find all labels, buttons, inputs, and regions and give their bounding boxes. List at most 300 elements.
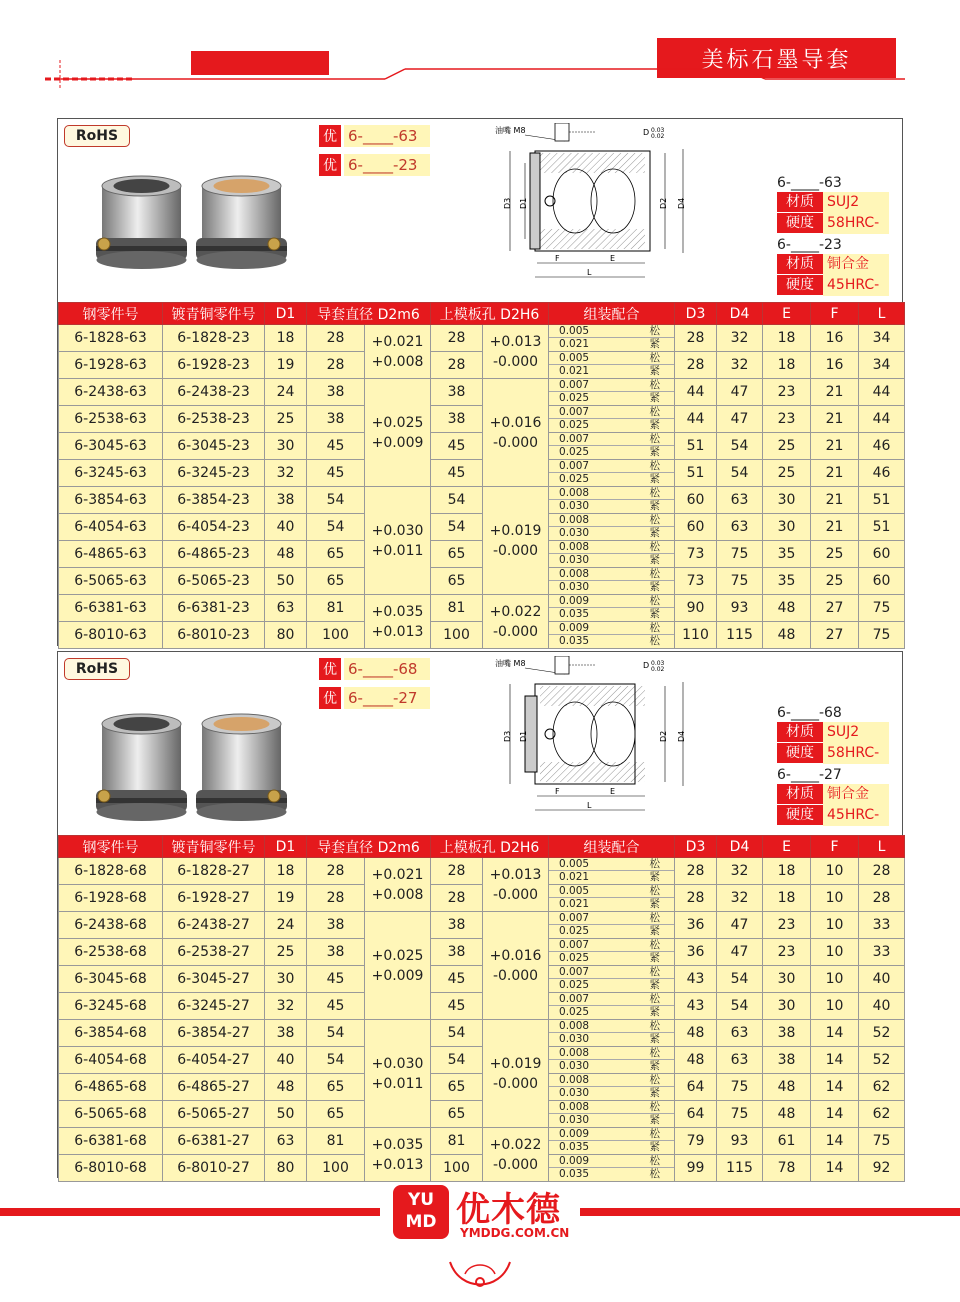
preferred-tag <box>319 658 430 680</box>
d3-value: 110 <box>675 622 717 649</box>
d2-value: 65 <box>307 541 365 568</box>
d3-value: 28 <box>675 885 717 912</box>
column-header: D4 <box>717 303 763 325</box>
fit-label: 松 <box>649 568 661 580</box>
table-row <box>59 1101 905 1128</box>
fit-label: 松 <box>649 1168 661 1180</box>
column-header: 镀青铜零件号 <box>163 836 265 858</box>
table-row <box>59 1020 905 1047</box>
e-value: 61 <box>763 1128 811 1155</box>
spec-row <box>777 743 889 764</box>
l-value: 46 <box>859 433 905 460</box>
assembly-fit <box>549 1128 675 1155</box>
hole-value: 45 <box>431 966 483 993</box>
preferred-icon: 优 <box>319 125 341 147</box>
fit-label: 紧 <box>649 1006 661 1018</box>
fit-value: 0.035 <box>559 635 590 647</box>
e-value: 23 <box>763 912 811 939</box>
assembly-fit <box>549 1101 675 1128</box>
assembly-fit <box>549 912 675 939</box>
rohs-badge: RoHS <box>64 125 130 147</box>
d2-value: 54 <box>307 487 365 514</box>
technical-drawing <box>495 656 705 820</box>
hardness-value: 45HRC- <box>823 805 889 826</box>
table-row <box>59 1047 905 1074</box>
l-value: 40 <box>859 966 905 993</box>
column-header: D1 <box>265 836 307 858</box>
column-header: L <box>859 303 905 325</box>
l-value: 34 <box>859 325 905 352</box>
d2-value: 100 <box>307 622 365 649</box>
d4-value: 47 <box>717 912 763 939</box>
d3-value: 48 <box>675 1020 717 1047</box>
svg-text:D4: D4 <box>677 197 686 209</box>
d1-value: 30 <box>265 966 307 993</box>
d1-value: 40 <box>265 514 307 541</box>
l-value: 75 <box>859 1128 905 1155</box>
d3-value: 64 <box>675 1101 717 1128</box>
table-row <box>59 379 905 406</box>
fit-value: 0.008 <box>559 514 590 526</box>
l-value: 92 <box>859 1155 905 1182</box>
d3-value: 28 <box>675 858 717 885</box>
f-value: 21 <box>811 514 859 541</box>
material-label: 材质 <box>777 254 823 275</box>
f-value: 25 <box>811 568 859 595</box>
hole-value: 38 <box>431 912 483 939</box>
table-row <box>59 858 905 885</box>
e-value: 78 <box>763 1155 811 1182</box>
fit-value: 0.007 <box>559 993 590 1005</box>
fit-label: 松 <box>649 406 661 418</box>
d3-value: 79 <box>675 1128 717 1155</box>
bronze-bushing-photo <box>194 712 289 831</box>
e-value: 23 <box>763 379 811 406</box>
d2-value: 45 <box>307 993 365 1020</box>
material-label: 材质 <box>777 722 823 743</box>
d2-value: 54 <box>307 1047 365 1074</box>
assembly-fit <box>549 622 675 649</box>
l-value: 34 <box>859 352 905 379</box>
svg-text:L: L <box>587 801 592 810</box>
fit-label: 松 <box>649 1020 661 1032</box>
fit-value: 0.005 <box>559 885 590 897</box>
fit-value: 0.035 <box>559 1168 590 1180</box>
l-value: 33 <box>859 912 905 939</box>
fit-value: 0.009 <box>559 1155 590 1167</box>
brand-logo: YU MD <box>393 1185 449 1239</box>
column-header: 组装配合 <box>549 836 675 858</box>
e-value: 30 <box>763 487 811 514</box>
column-header: 镀青铜零件号 <box>163 303 265 325</box>
table-row <box>59 568 905 595</box>
f-value: 10 <box>811 939 859 966</box>
svg-text:L: L <box>587 268 592 277</box>
fit-value: 0.025 <box>559 392 590 404</box>
d2m6-tolerance: +0.021 +0.008 <box>365 858 431 912</box>
d4-value: 32 <box>717 352 763 379</box>
bronze-part-number: 6-5065-23 <box>163 568 265 595</box>
d4-value: 32 <box>717 325 763 352</box>
svg-text:D: D <box>643 128 650 137</box>
fit-label: 松 <box>649 541 661 553</box>
f-value: 14 <box>811 1155 859 1182</box>
fit-label: 紧 <box>649 365 661 377</box>
svg-text:油嘴 M8: 油嘴 M8 <box>495 659 526 668</box>
e-value: 23 <box>763 406 811 433</box>
hardness-label: 硬度 <box>777 275 823 296</box>
assembly-fit <box>549 541 675 568</box>
hole-value: 28 <box>431 858 483 885</box>
page-title: 美标石墨导套 <box>657 38 896 78</box>
fit-value: 0.007 <box>559 433 590 445</box>
d3-value: 36 <box>675 912 717 939</box>
assembly-fit <box>549 460 675 487</box>
bronze-part-number: 6-4054-23 <box>163 514 265 541</box>
column-header: 钢零件号 <box>59 303 163 325</box>
bronze-part-number: 6-8010-23 <box>163 622 265 649</box>
bronze-part-number: 6-3045-23 <box>163 433 265 460</box>
part-code: 6-____-23 <box>344 154 430 176</box>
f-value: 14 <box>811 1128 859 1155</box>
assembly-fit <box>549 1047 675 1074</box>
product-section-63 <box>57 118 903 646</box>
d2m6-tolerance: +0.035 +0.013 <box>365 595 431 649</box>
material-spec <box>777 766 889 826</box>
brand-url: YMDDG.COM.CN <box>460 1226 570 1240</box>
ornament-icon <box>440 1252 520 1292</box>
d2-value: 81 <box>307 1128 365 1155</box>
hole-value: 65 <box>431 568 483 595</box>
d1-value: 19 <box>265 352 307 379</box>
bronze-part-number: 6-5065-27 <box>163 1101 265 1128</box>
d1-value: 18 <box>265 325 307 352</box>
f-value: 25 <box>811 541 859 568</box>
e-value: 48 <box>763 1074 811 1101</box>
svg-text:D4: D4 <box>677 730 686 742</box>
material-value: SUJ2 <box>823 722 889 743</box>
fit-value: 0.007 <box>559 379 590 391</box>
d2h6-tolerance: +0.019 -0.000 <box>483 487 549 595</box>
f-value: 14 <box>811 1047 859 1074</box>
column-header: 导套直径 D2m6 <box>307 303 431 325</box>
material-value: 铜合金 <box>823 784 889 805</box>
product-section-68 <box>57 651 903 1178</box>
e-value: 30 <box>763 993 811 1020</box>
assembly-fit <box>549 858 675 885</box>
steel-part-number: 6-4054-63 <box>59 514 163 541</box>
f-value: 10 <box>811 858 859 885</box>
svg-text:E: E <box>610 787 616 796</box>
assembly-fit <box>549 1020 675 1047</box>
e-value: 30 <box>763 966 811 993</box>
assembly-fit <box>549 595 675 622</box>
fit-label: 紧 <box>649 1033 661 1045</box>
d2h6-tolerance: +0.013 -0.000 <box>483 325 549 379</box>
bronze-part-number: 6-3245-23 <box>163 460 265 487</box>
d3-value: 64 <box>675 1074 717 1101</box>
d1-value: 18 <box>265 858 307 885</box>
l-value: 60 <box>859 568 905 595</box>
d4-value: 54 <box>717 433 763 460</box>
e-value: 48 <box>763 1101 811 1128</box>
d1-value: 63 <box>265 1128 307 1155</box>
f-value: 14 <box>811 1074 859 1101</box>
d2h6-tolerance: +0.016 -0.000 <box>483 379 549 487</box>
d2m6-tolerance: +0.025 +0.009 <box>365 379 431 487</box>
svg-text:D1: D1 <box>519 730 528 742</box>
fit-label: 紧 <box>649 1087 661 1099</box>
hole-value: 54 <box>431 1020 483 1047</box>
d2-value: 28 <box>307 325 365 352</box>
d2m6-tolerance: +0.030 +0.011 <box>365 1020 431 1128</box>
d2m6-tolerance: +0.035 +0.013 <box>365 1128 431 1182</box>
fit-label: 松 <box>649 379 661 391</box>
hole-value: 54 <box>431 1047 483 1074</box>
table-row <box>59 595 905 622</box>
l-value: 28 <box>859 858 905 885</box>
table-row <box>59 622 905 649</box>
svg-text:F: F <box>555 254 560 263</box>
steel-part-number: 6-1928-68 <box>59 885 163 912</box>
fit-value: 0.008 <box>559 1074 590 1086</box>
f-value: 14 <box>811 1101 859 1128</box>
e-value: 30 <box>763 514 811 541</box>
fit-value: 0.021 <box>559 365 590 377</box>
steel-part-number: 6-2538-68 <box>59 939 163 966</box>
assembly-fit <box>549 1155 675 1182</box>
d3-value: 44 <box>675 406 717 433</box>
spec-code: 6-____-27 <box>777 767 842 783</box>
d3-value: 43 <box>675 966 717 993</box>
l-value: 52 <box>859 1047 905 1074</box>
steel-part-number: 6-3245-63 <box>59 460 163 487</box>
fit-label: 松 <box>649 1101 661 1113</box>
assembly-fit <box>549 487 675 514</box>
d2h6-tolerance: +0.022 -0.000 <box>483 1128 549 1182</box>
d2-value: 65 <box>307 1101 365 1128</box>
assembly-fit <box>549 325 675 352</box>
d2-value: 65 <box>307 1074 365 1101</box>
d2-value: 65 <box>307 568 365 595</box>
svg-text:D2: D2 <box>659 197 668 209</box>
assembly-fit <box>549 433 675 460</box>
fit-value: 0.030 <box>559 581 590 593</box>
d2-value: 81 <box>307 595 365 622</box>
d3-value: 48 <box>675 1047 717 1074</box>
bronze-part-number: 6-4054-27 <box>163 1047 265 1074</box>
svg-text:0.02: 0.02 <box>651 666 665 673</box>
fit-label: 松 <box>649 885 661 897</box>
e-value: 35 <box>763 568 811 595</box>
bronze-part-number: 6-3854-23 <box>163 487 265 514</box>
column-header: 导套直径 D2m6 <box>307 836 431 858</box>
steel-part-number: 6-4865-63 <box>59 541 163 568</box>
table-row <box>59 460 905 487</box>
steel-part-number: 6-6381-63 <box>59 595 163 622</box>
bronze-bushing-photo <box>194 174 289 293</box>
d4-value: 75 <box>717 1101 763 1128</box>
fit-value: 0.009 <box>559 622 590 634</box>
steel-part-number: 6-5065-63 <box>59 568 163 595</box>
e-value: 38 <box>763 1020 811 1047</box>
d1-value: 40 <box>265 1047 307 1074</box>
hardness-value: 45HRC- <box>823 275 889 296</box>
fit-value: 0.008 <box>559 1047 590 1059</box>
svg-text:油嘴 M8: 油嘴 M8 <box>495 126 526 135</box>
fit-label: 松 <box>649 966 661 978</box>
material-label: 材质 <box>777 784 823 805</box>
bronze-part-number: 6-1928-27 <box>163 885 265 912</box>
e-value: 35 <box>763 541 811 568</box>
d4-value: 47 <box>717 379 763 406</box>
bronze-part-number: 6-1928-23 <box>163 352 265 379</box>
preferred-icon: 优 <box>319 658 341 680</box>
spec-row <box>777 784 889 805</box>
fit-label: 紧 <box>649 446 661 458</box>
fit-value: 0.025 <box>559 925 590 937</box>
fit-value: 0.007 <box>559 912 590 924</box>
steel-part-number: 6-1828-63 <box>59 325 163 352</box>
hardness-value: 58HRC- <box>823 743 889 764</box>
part-code: 6-____-68 <box>344 658 430 680</box>
rohs-badge: RoHS <box>64 658 130 680</box>
svg-text:0.03: 0.03 <box>651 127 665 134</box>
svg-text:D: D <box>643 661 650 670</box>
fit-label: 松 <box>649 622 661 634</box>
fit-label: 紧 <box>649 554 661 566</box>
column-header: D3 <box>675 836 717 858</box>
fit-value: 0.030 <box>559 1060 590 1072</box>
d2m6-tolerance: +0.030 +0.011 <box>365 487 431 595</box>
d2h6-tolerance: +0.013 -0.000 <box>483 858 549 912</box>
material-value: SUJ2 <box>823 192 889 213</box>
bronze-part-number: 6-2538-27 <box>163 939 265 966</box>
fit-value: 0.008 <box>559 487 590 499</box>
d2-value: 28 <box>307 352 365 379</box>
steel-part-number: 6-2438-68 <box>59 912 163 939</box>
table-row <box>59 352 905 379</box>
e-value: 18 <box>763 858 811 885</box>
assembly-fit <box>549 406 675 433</box>
l-value: 33 <box>859 939 905 966</box>
hole-value: 38 <box>431 939 483 966</box>
d1-value: 50 <box>265 568 307 595</box>
steel-part-number: 6-3045-63 <box>59 433 163 460</box>
hardness-value: 58HRC- <box>823 213 889 234</box>
d2-value: 28 <box>307 858 365 885</box>
d2-value: 38 <box>307 379 365 406</box>
fit-value: 0.007 <box>559 966 590 978</box>
d4-value: 32 <box>717 858 763 885</box>
f-value: 21 <box>811 379 859 406</box>
d3-value: 28 <box>675 352 717 379</box>
svg-text:D3: D3 <box>503 197 512 209</box>
fit-value: 0.008 <box>559 568 590 580</box>
part-code: 6-____-63 <box>344 125 430 147</box>
d4-value: 75 <box>717 541 763 568</box>
steel-bushing-photo <box>94 712 189 831</box>
bronze-part-number: 6-6381-23 <box>163 595 265 622</box>
d4-value: 75 <box>717 568 763 595</box>
spec-code: 6-____-68 <box>777 705 842 721</box>
steel-part-number: 6-8010-63 <box>59 622 163 649</box>
d3-value: 51 <box>675 460 717 487</box>
spec-code: 6-____-23 <box>777 237 842 253</box>
fit-label: 松 <box>649 1047 661 1059</box>
fit-value: 0.008 <box>559 1101 590 1113</box>
e-value: 48 <box>763 622 811 649</box>
d4-value: 47 <box>717 939 763 966</box>
fit-value: 0.007 <box>559 460 590 472</box>
f-value: 21 <box>811 406 859 433</box>
svg-text:D3: D3 <box>503 730 512 742</box>
d1-value: 50 <box>265 1101 307 1128</box>
f-value: 10 <box>811 966 859 993</box>
d1-value: 38 <box>265 1020 307 1047</box>
brand-name: 优木德 <box>456 1190 561 1230</box>
l-value: 75 <box>859 622 905 649</box>
f-value: 16 <box>811 352 859 379</box>
fit-label: 紧 <box>649 1114 661 1126</box>
svg-text:0.02: 0.02 <box>651 133 665 140</box>
f-value: 10 <box>811 885 859 912</box>
fit-value: 0.035 <box>559 608 590 620</box>
column-header: E <box>763 836 811 858</box>
steel-part-number: 6-1928-63 <box>59 352 163 379</box>
d4-value: 63 <box>717 1020 763 1047</box>
steel-part-number: 6-3245-68 <box>59 993 163 1020</box>
d2-value: 45 <box>307 460 365 487</box>
assembly-fit <box>549 966 675 993</box>
material-spec <box>777 236 889 296</box>
l-value: 75 <box>859 595 905 622</box>
e-value: 25 <box>763 433 811 460</box>
hardness-label: 硬度 <box>777 213 823 234</box>
fit-value: 0.009 <box>559 1128 590 1140</box>
d1-value: 80 <box>265 1155 307 1182</box>
svg-text:F: F <box>555 787 560 796</box>
column-header: 上模板孔 D2H6 <box>431 836 549 858</box>
assembly-fit <box>549 379 675 406</box>
d2-value: 38 <box>307 406 365 433</box>
hardness-label: 硬度 <box>777 805 823 826</box>
fit-label: 紧 <box>649 581 661 593</box>
l-value: 62 <box>859 1101 905 1128</box>
fit-label: 松 <box>649 1128 661 1140</box>
fit-label: 紧 <box>649 608 661 620</box>
assembly-fit <box>549 568 675 595</box>
d2-value: 45 <box>307 433 365 460</box>
fit-label: 松 <box>649 858 661 870</box>
hole-value: 45 <box>431 993 483 1020</box>
d3-value: 43 <box>675 993 717 1020</box>
spec-table <box>58 835 905 1182</box>
d3-value: 73 <box>675 568 717 595</box>
fit-value: 0.030 <box>559 500 590 512</box>
fit-value: 0.005 <box>559 858 590 870</box>
d3-value: 99 <box>675 1155 717 1182</box>
fit-label: 松 <box>649 1074 661 1086</box>
l-value: 60 <box>859 541 905 568</box>
fit-label: 松 <box>649 595 661 607</box>
fit-label: 紧 <box>649 473 661 485</box>
l-value: 46 <box>859 460 905 487</box>
assembly-fit <box>549 939 675 966</box>
fit-label: 紧 <box>649 500 661 512</box>
spec-code: 6-____-63 <box>777 175 842 191</box>
d1-value: 25 <box>265 406 307 433</box>
